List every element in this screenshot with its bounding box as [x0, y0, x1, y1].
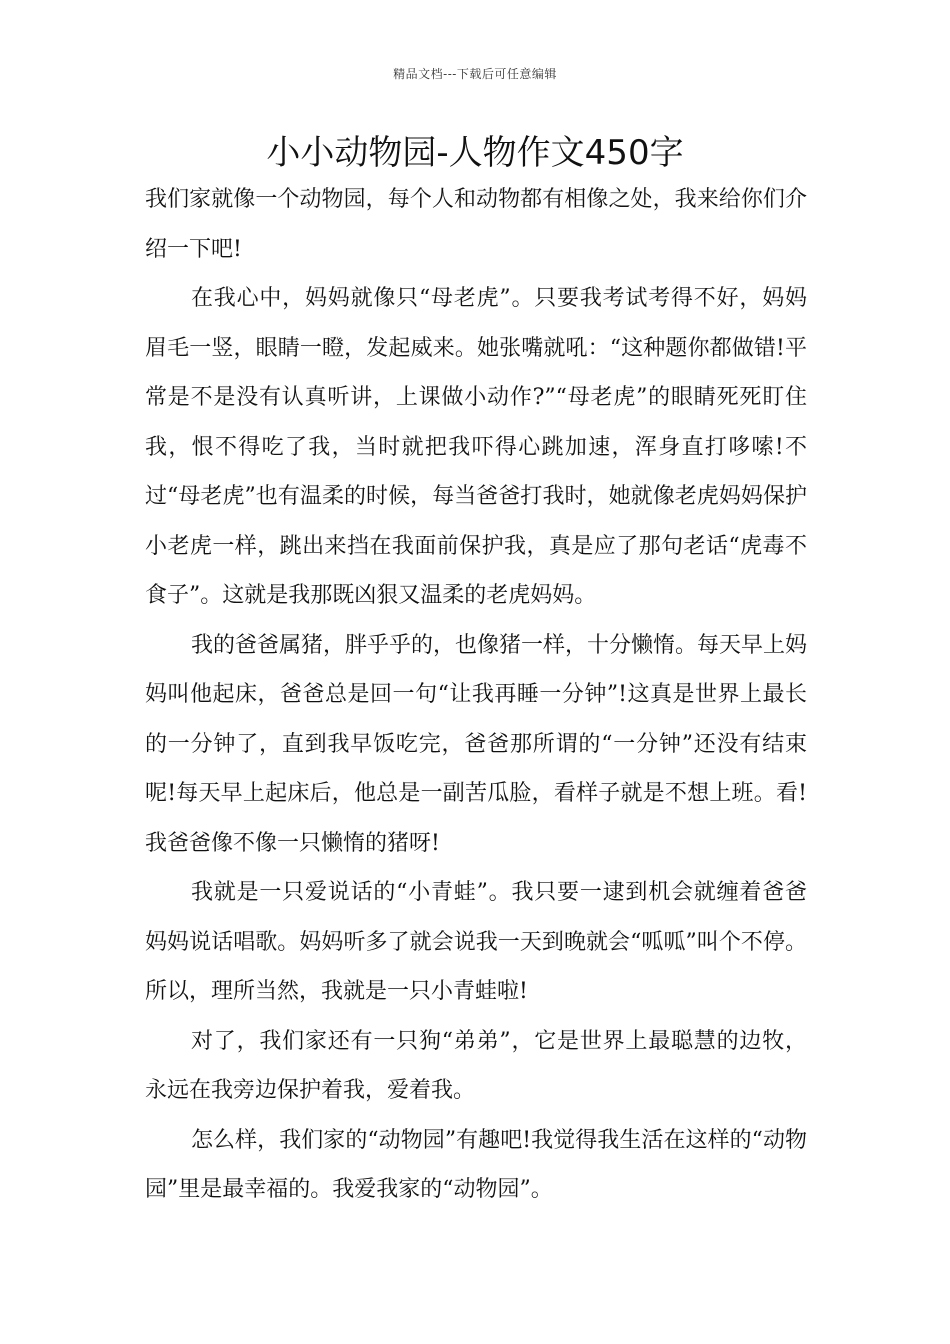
- paragraph-conclusion: 怎么样，我们家的“动物园”有趣吧!我觉得我生活在这样的“动物园”里是最幸福的。我爱我家的“动物园”。: [145, 1127, 807, 1202]
- paragraph-father: 我的爸爸属猪，胖乎乎的，也像猪一样，十分懒惰。每天早上妈妈叫他起床，爸爸总是回一句“让我再睡一分钟”!这真是世界上最长的一分钟了，直到我早饭吃完，爸爸那所谓的“一分钟”还没有结束呢!每天早上起床后，他总是一副苦瓜脸，看样子就是不想上班。看!我爸爸像不像一只懒惰的猪呀!: [145, 632, 808, 856]
- document-title: 小小动物园-人物作文450字: [266, 133, 684, 173]
- document-body: [145, 175, 807, 1215]
- paragraph-mother: 在我心中，妈妈就像只“母老虎”。只要我考试考得不好，妈妈眉毛一竖，眼睛一瞪，发起威来。她张嘴就吼：“这种题你都做错!平常是不是没有认真听讲，上课做小动作?”“母老虎”的眼睛死死盯住我，恨不得吃了我，当时就把我吓得心跳加速，浑身直打哆嗦!不过“母老虎”也有温柔的时候，每当爸爸打我时，她就像老虎妈妈保护小老虎一样，跳出来挡在我面前保护我，真是应了那句老话“虎毒不食子”。这就是我那既凶狠又温柔的老虎妈妈。: [145, 286, 807, 608]
- paragraph-intro: 我们家就像一个动物园，每个人和动物都有相像之处，我来给你们介绍一下吧!: [145, 187, 807, 262]
- paragraph-frog: 我就是一只爱说话的“小青蛙”。我只要一逮到机会就缠着爸爸妈妈说话唱歌。妈妈听多了就会说我一天到晚就会“呱呱”叫个不停。所以，理所当然，我就是一只小青蛙啦!: [145, 880, 807, 1004]
- paragraph-dog: 对了，我们家还有一只狗“弟弟”，它是世界上最聪慧的边牧，永远在我旁边保护着我，爱着我。: [145, 1028, 807, 1103]
- header-note: 精品文档---下载后可任意编辑: [393, 67, 557, 81]
